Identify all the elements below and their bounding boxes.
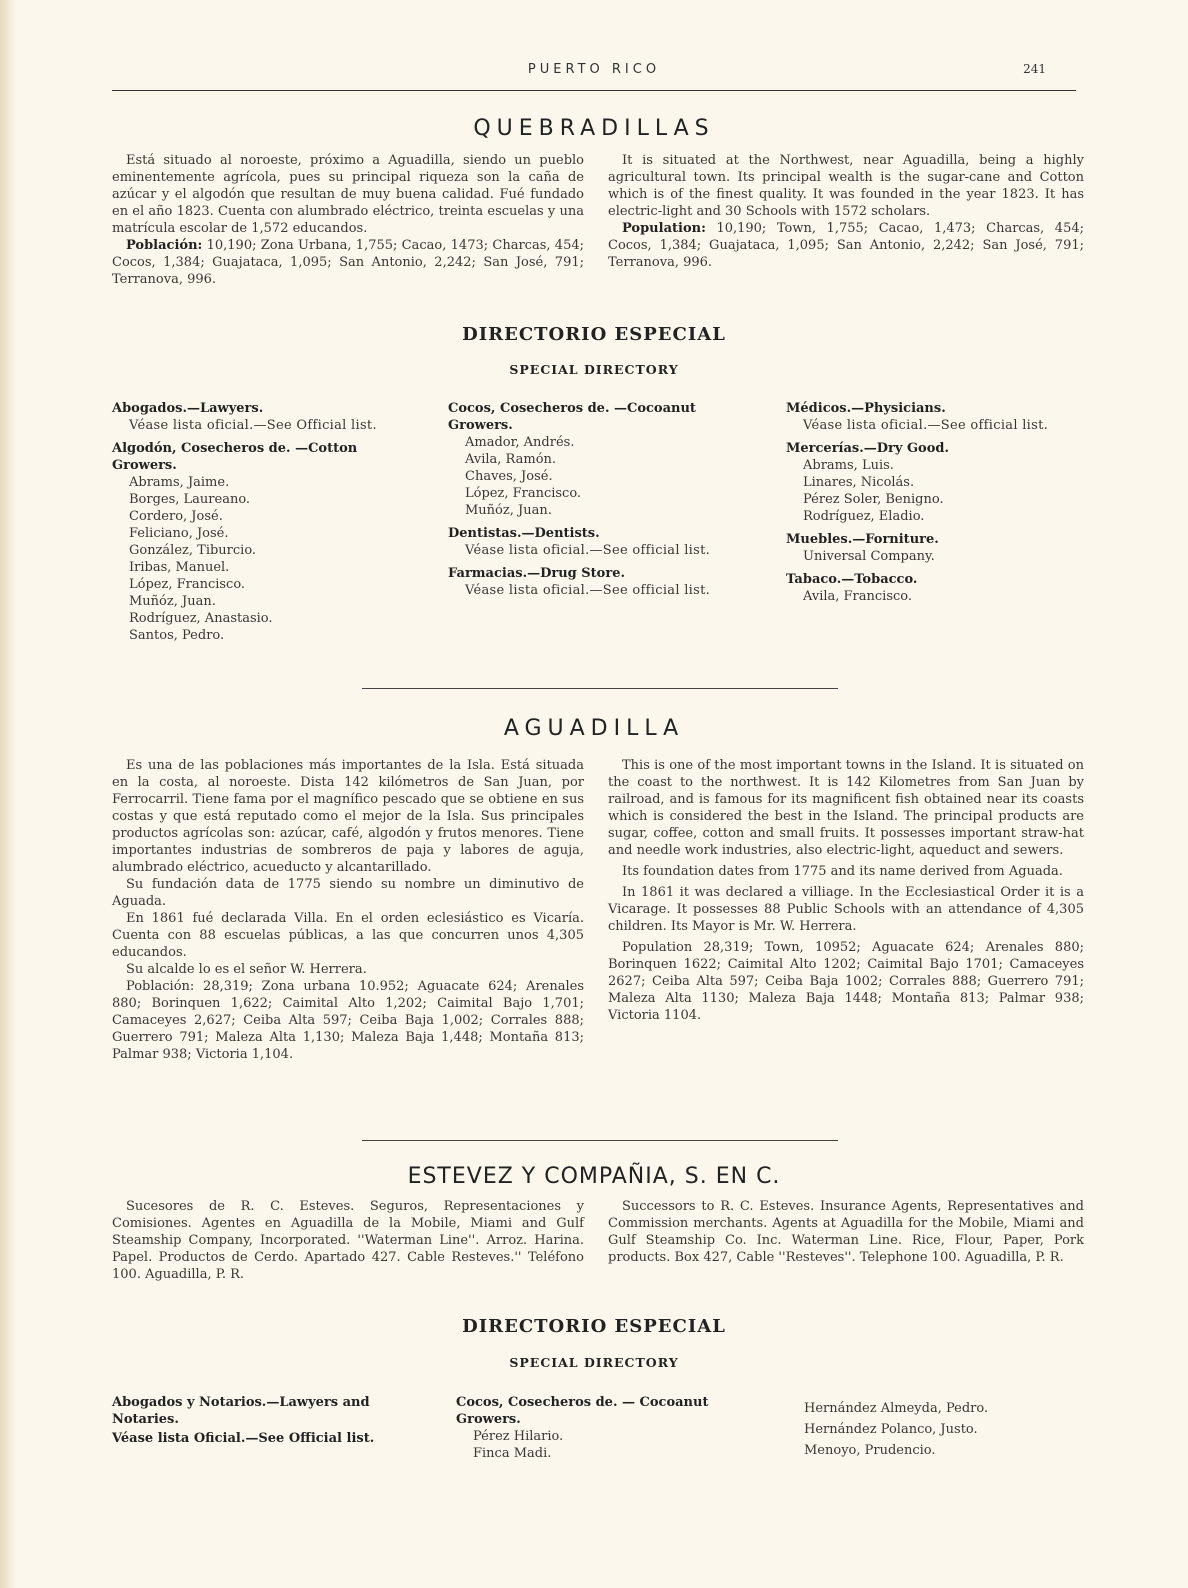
directory-title: DIRECTORIO ESPECIAL <box>462 324 726 345</box>
list-item: Avila, Ramón. <box>465 452 557 467</box>
aguadilla-en-paragraph: This is one of the most important towns in the Island. It is situated on the coast to the northwest. It is 142 Kilometres from San Juan by railroad, and is famous for its magnificent fish obtained near its coasts which is considered the best in the Island. The principal products are sugar, coffee, cotton and small fruits. It possesses important straw-hat and needle work industries, also electric-light, aqueduct and sewers. <box>608 758 1084 858</box>
category-entry: Universal Company. <box>803 549 935 564</box>
aguadilla-english-column <box>608 757 1084 1028</box>
category-entry: Avila, Francisco. <box>803 589 913 604</box>
list-item: Santos, Pedro. <box>129 628 225 643</box>
aguadilla-en-paragraph: Its foundation dates from 1775 and its name derived from Aguada. <box>622 864 1063 879</box>
quebradillas-es-population <box>112 237 584 288</box>
quebradillas-en-population <box>608 220 1084 271</box>
aguadilla-en-paragraph: In 1861 it was declared a villiage. In the Ecclesiastical Order it is a Vicarage. It possesses 88 Public Schools with an attendance of 4,305 children. Its Mayor is Mr. W. Herrera. <box>608 885 1084 934</box>
aguadilla-spanish-column <box>112 757 584 1063</box>
category-tobacco: Tabaco.—Tobacco. <box>786 572 918 587</box>
directory-subtitle: SPECIAL DIRECTORY <box>509 362 679 377</box>
list-item: Cordero, José. <box>129 509 223 524</box>
aguadilla-en-population: Population 28,319; Town, 10952; Aguacate 624; Arenales 880; Borinquen 1622; Caimital Alto 1202; Caimital Bajo 1701; Camaceyes 2627; Ceiba Alta 597; Ceiba Baja 1002; Corrales 888; Guerrero 791; Maleza Alta 1130; Maleza Baja 1448; Montaña 813; Palmar 938; Victoria 1104. <box>608 940 1084 1023</box>
quebradillas-spanish-column <box>112 152 584 292</box>
population-label-es: Población: <box>126 238 203 253</box>
estevez-en-paragraph: Successors to R. C. Esteves. Insurance Agents, Representatives and Commission merchants. Agents at Aguadilla for the Mobile, Miami and Gulf Steamship Co. Inc. Waterman Line. Rice, Flour, Paper, Pork products. Box 427, Cable ''Resteves''. Telephone 100. Aguadilla, P. R. <box>608 1199 1084 1265</box>
category-dentists: Dentistas.—Dentists. <box>448 526 600 541</box>
list-item: Borges, Laureano. <box>129 492 251 507</box>
category-entry: Véase lista oficial.—See official list. <box>465 543 711 558</box>
list-item: Finca Madi. <box>473 1446 552 1461</box>
list-item: Hernández Polanco, Justo. <box>804 1422 978 1437</box>
list-item: Hernández Almeyda, Pedro. <box>804 1401 989 1416</box>
list-item: Feliciano, José. <box>129 526 229 541</box>
directory1-column-2 <box>448 400 748 599</box>
section-title-quebradillas: QUEBRADILLAS <box>473 116 715 141</box>
list-item: Pérez Hilario. <box>473 1429 564 1444</box>
category-drug-store: Farmacias.—Drug Store. <box>448 566 625 581</box>
estevez-spanish-column <box>112 1198 584 1287</box>
directory2-column-1 <box>112 1394 422 1447</box>
population-text-en: 10,190; Town, 1,755; Cacao, 1,473; Charcas, 454; Cocos, 1,384; Guajataca, 1,095; San Antonio, 2,242; San José, 791; Terranova, 996. <box>608 221 1084 270</box>
aguadilla-es-paragraph: Su fundación data de 1775 siendo su nombre un diminutivo de Aguada. <box>112 877 584 909</box>
category-cocoanut-growers: Cocos, Cosecheros de. —Cocoanut Growers. <box>448 401 696 433</box>
category-cotton-growers: Algodón, Cosecheros de. —Cotton Growers. <box>112 441 358 473</box>
list-item: Abrams, Luis. <box>803 458 894 473</box>
category-entry: Véase lista oficial.—See official list. <box>465 583 711 598</box>
section-divider <box>362 688 838 689</box>
aguadilla-es-paragraph: Su alcalde lo es el señor W. Herrera. <box>126 962 367 977</box>
aguadilla-es-population: Población: 28,319; Zona urbana 10.952; Aguacate 624; Arenales 880; Borinquen 1,622; Caimital Alto 1,202; Caimital Bajo 1,701; Camaceyes 2,627; Ceiba Alta 597; Ceiba Baja 1,002; Corrales 888; Guerrero 791; Maleza Alta 1,130; Maleza Baja 1,448; Montaña 813; Palmar 938; Victoria 1,104. <box>112 979 584 1062</box>
category-forniture: Muebles.—Forniture. <box>786 532 939 547</box>
list-item: Menoyo, Prudencio. <box>804 1443 936 1458</box>
page-number: 241 <box>1023 62 1046 76</box>
list-item: López, Francisco. <box>129 577 246 592</box>
list-item: Pérez Soler, Benigno. <box>803 492 944 507</box>
directory1-column-3 <box>786 400 1086 605</box>
directory1-column-1 <box>112 400 412 644</box>
category-lawyers: Abogados.—Lawyers. <box>112 401 264 416</box>
estevez-english-column <box>608 1198 1084 1270</box>
page-edge <box>0 0 16 1588</box>
quebradillas-en-paragraph: It is situated at the Northwest, near Aguadilla, being a highly agricultural town. Its principal wealth is the sugar-cane and Cotton which is of the finest quality. It was founded in the year 1823. It has electric-light and 30 Schools with 1572 scholars. <box>608 153 1084 219</box>
list-item: Rodríguez, Anastasio. <box>129 611 273 626</box>
category-dry-good: Mercerías.—Dry Good. <box>786 441 950 456</box>
estevez-es-paragraph: Sucesores de R. C. Esteves. Seguros, Representaciones y Comisiones. Agentes en Aguadilla de la Mobile, Miami and Gulf Steamship Company, Incorporated. ''Waterman Line''. Arroz. Harina. Papel. Productos de Cerdo. Apartado 427. Cable Resteves.'' Teléfono 100. Aguadilla, P. R. <box>112 1199 584 1282</box>
running-title: PUERTO RICO <box>527 62 661 77</box>
list-item: Chaves, José. <box>465 469 553 484</box>
directory2-column-2 <box>456 1394 761 1462</box>
list-item: Muñóz, Juan. <box>129 594 216 609</box>
category-physicians: Médicos.—Physicians. <box>786 401 946 416</box>
list-item: Linares, Nicolás. <box>803 475 915 490</box>
population-label-en: Population: <box>622 221 706 236</box>
list-item: López, Francisco. <box>465 486 582 501</box>
quebradillas-english-column <box>608 152 1084 275</box>
category-entry: Véase lista Oficial.—See Official list. <box>112 1431 375 1446</box>
category-entry: Véase lista oficial.—See Official list. <box>129 418 377 433</box>
list-item: Iribas, Manuel. <box>129 560 230 575</box>
list-item: González, Tiburcio. <box>129 543 257 558</box>
aguadilla-es-paragraph: En 1861 fué declarada Villa. En el orden eclesiástico es Vicaría. Cuenta con 88 escuelas públicas, a las que concurren unos 4,305 educandos. <box>112 911 584 960</box>
aguadilla-es-paragraph: Es una de las poblaciones más importantes de la Isla. Está situada en la costa, al noroeste. Dista 142 kilómetros de San Juan, por Ferrocarril. Tiene fama por el magnífico pescado que se obtiene en sus costas y que está reputado como el mejor de la Isla. Sus principales productos agrícolas son: azúcar, café, algodón y frutos menores. Tiene importantes industrias de sombreros de paja y labores de aguja, alumbrado eléctrico, acueducto y alcantarillado. <box>112 758 584 875</box>
quebradillas-es-paragraph: Está situado al noroeste, próximo a Aguadilla, siendo un pueblo eminentemente agrícola, pues su principal riqueza son la caña de azúcar y el algodón que resultan de muy buena calidad. Fué fundado en el año 1823. Cuenta con alumbrado eléctrico, treinta escuelas y una matrícula escolar de 1,572 educandos. <box>112 153 584 236</box>
category-cocoanut-growers: Cocos, Cosecheros de. — Cocoanut Growers. <box>456 1395 709 1427</box>
directory-subtitle: SPECIAL DIRECTORY <box>509 1355 679 1370</box>
list-item: Rodríguez, Eladio. <box>803 509 925 524</box>
directory-title: DIRECTORIO ESPECIAL <box>462 1316 726 1337</box>
firm-title: ESTEVEZ Y COMPAÑIA, S. EN C. <box>407 1164 781 1189</box>
category-entry: Véase lista oficial.—See official list. <box>803 418 1049 433</box>
category-lawyers-notaries: Abogados y Notarios.—Lawyers and Notaries. <box>112 1395 370 1427</box>
section-title-aguadilla: AGUADILLA <box>503 716 685 741</box>
section-divider <box>362 1140 838 1141</box>
directory2-column-3 <box>804 1398 1084 1461</box>
list-item: Amador, Andrés. <box>465 435 575 450</box>
population-text-es: 10,190; Zona Urbana, 1,755; Cacao, 1473; Charcas, 454; Cocos, 1,384; Guajataca, 1,095; San Antonio, 2,242; San José, 791; Terranova, 996. <box>112 238 584 287</box>
page-header <box>112 56 1076 91</box>
list-item: Abrams, Jaime. <box>129 475 230 490</box>
list-item: Muñóz, Juan. <box>465 503 552 518</box>
